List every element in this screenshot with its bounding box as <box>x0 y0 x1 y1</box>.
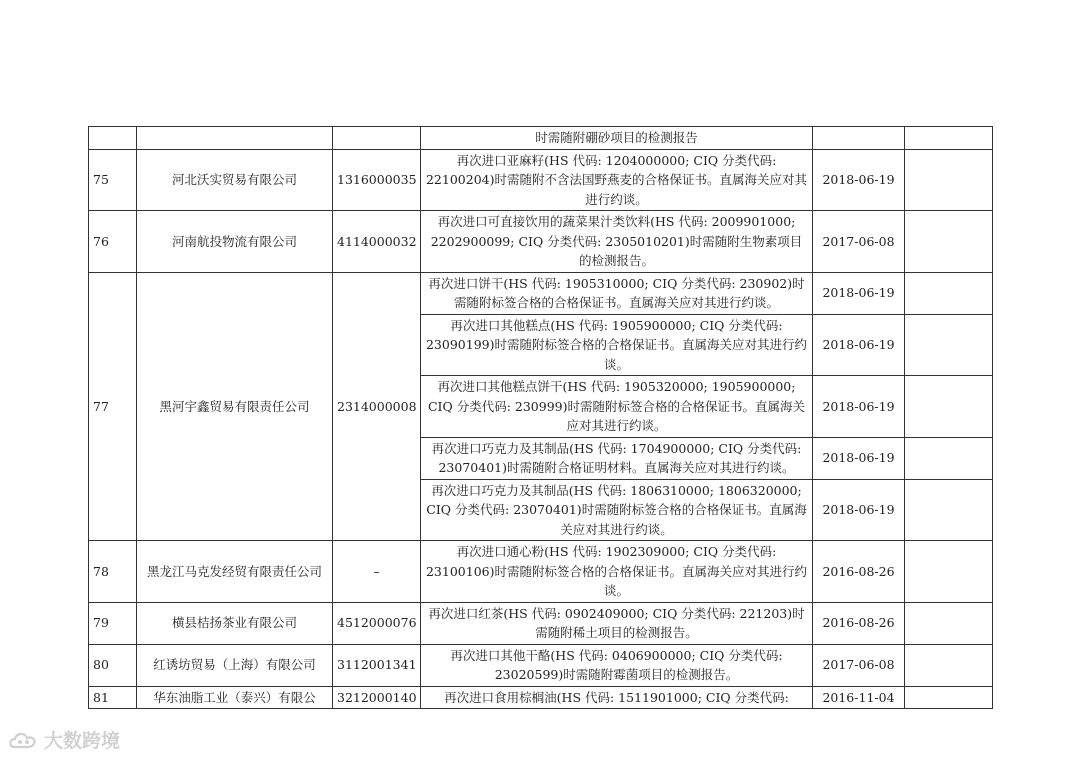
requirement-text: 再次进口可直接饮用的蔬菜果汁类饮料(HS 代码: 2009901000; 2202900099; CIQ 分类代码: 2305010201)时需随附生物素项目的检测报告。 <box>421 211 813 273</box>
company-code: 4114000032 <box>333 211 421 273</box>
company-name <box>137 127 333 150</box>
remarks-cell <box>905 149 993 211</box>
cloud-logo-icon <box>8 729 40 751</box>
row-number: 81 <box>89 686 137 709</box>
remarks-cell <box>905 541 993 603</box>
company-name: 黑河宇鑫贸易有限责任公司 <box>137 272 333 541</box>
row-number: 79 <box>89 602 137 644</box>
remarks-cell <box>905 272 993 314</box>
remarks-cell <box>905 376 993 438</box>
table-row <box>89 272 993 314</box>
table-row <box>89 211 993 273</box>
table-row <box>89 686 993 709</box>
requirement-text: 再次进口巧克力及其制品(HS 代码: 1704900000; CIQ 分类代码: 23070401)时需随附合格证明材料。直属海关应对其进行约谈。 <box>421 437 813 479</box>
row-number: 75 <box>89 149 137 211</box>
row-number: 78 <box>89 541 137 603</box>
remarks-cell <box>905 479 993 541</box>
watermark <box>8 726 120 753</box>
date-cell: 2018-06-19 <box>813 314 905 376</box>
requirement-text: 再次进口食用棕榈油(HS 代码: 1511901000; CIQ 分类代码: <box>421 686 813 709</box>
requirement-text: 再次进口其他糕点(HS 代码: 1905900000; CIQ 分类代码: 23090199)时需随附标签合格的合格保证书。直属海关应对其进行约谈。 <box>421 314 813 376</box>
remarks-cell <box>905 602 993 644</box>
records-table <box>88 126 993 709</box>
requirement-text: 再次进口红茶(HS 代码: 0902409000; CIQ 分类代码: 221203)时需随附稀土项目的检测报告。 <box>421 602 813 644</box>
row-number: 76 <box>89 211 137 273</box>
date-cell <box>813 127 905 150</box>
requirement-text: 再次进口其他糕点饼干(HS 代码: 1905320000; 1905900000; CIQ 分类代码: 230999)时需随附标签合格的合格保证书。直属海关应对其进行约谈。 <box>421 376 813 438</box>
company-name: 黑龙江马克发经贸有限责任公司 <box>137 541 333 603</box>
date-cell: 2016-11-04 <box>813 686 905 709</box>
table-row <box>89 541 993 603</box>
date-cell: 2017-06-08 <box>813 211 905 273</box>
company-name: 河南航投物流有限公司 <box>137 211 333 273</box>
date-cell: 2018-06-19 <box>813 376 905 438</box>
watermark-text: 大数跨境 <box>44 730 121 752</box>
company-name: 红诱坊贸易（上海）有限公司 <box>137 644 333 686</box>
remarks-cell <box>905 314 993 376</box>
remarks-cell <box>905 686 993 709</box>
row-number <box>89 127 137 150</box>
company-code: 3212000140 <box>333 686 421 709</box>
company-code: 4512000076 <box>333 602 421 644</box>
company-name: 河北沃实贸易有限公司 <box>137 149 333 211</box>
date-cell: 2017-06-08 <box>813 644 905 686</box>
date-cell: 2018-06-19 <box>813 437 905 479</box>
company-code: – <box>333 541 421 603</box>
company-code: 2314000008 <box>333 272 421 541</box>
remarks-cell <box>905 211 993 273</box>
requirement-text: 再次进口其他干酪(HS 代码: 0406900000; CIQ 分类代码: 23020599)时需随附霉菌项目的检测报告。 <box>421 644 813 686</box>
date-cell: 2018-06-19 <box>813 149 905 211</box>
remarks-cell <box>905 644 993 686</box>
date-cell: 2016-08-26 <box>813 602 905 644</box>
date-cell: 2018-06-19 <box>813 479 905 541</box>
date-cell: 2018-06-19 <box>813 272 905 314</box>
table-row <box>89 602 993 644</box>
remarks-cell <box>905 127 993 150</box>
table-row <box>89 127 993 150</box>
requirement-text: 再次进口通心粉(HS 代码: 1902309000; CIQ 分类代码: 23100106)时需随附标签合格的合格保证书。直属海关应对其进行约谈。 <box>421 541 813 603</box>
row-number: 80 <box>89 644 137 686</box>
company-code: 3112001341 <box>333 644 421 686</box>
company-code: 1316000035 <box>333 149 421 211</box>
company-name: 华东油脂工业（泰兴）有限公 <box>137 686 333 709</box>
company-code <box>333 127 421 150</box>
row-number: 77 <box>89 272 137 541</box>
company-name: 横县桔扬茶业有限公司 <box>137 602 333 644</box>
requirement-text: 再次进口饼干(HS 代码: 1905310000; CIQ 分类代码: 230902)时需随附标签合格的合格保证书。直属海关应对其进行约谈。 <box>421 272 813 314</box>
requirement-text: 时需随附硼砂项目的检测报告 <box>421 127 813 150</box>
table-row <box>89 149 993 211</box>
remarks-cell <box>905 437 993 479</box>
table-row <box>89 644 993 686</box>
requirement-text: 再次进口亚麻籽(HS 代码: 1204000000; CIQ 分类代码: 22100204)时需随附不含法国野燕麦的合格保证书。直属海关应对其进行约谈。 <box>421 149 813 211</box>
date-cell: 2016-08-26 <box>813 541 905 603</box>
requirement-text: 再次进口巧克力及其制品(HS 代码: 1806310000; 1806320000; CIQ 分类代码: 23070401)时需随附标签合格的合格保证书。直属海关应对其进行约谈。 <box>421 479 813 541</box>
